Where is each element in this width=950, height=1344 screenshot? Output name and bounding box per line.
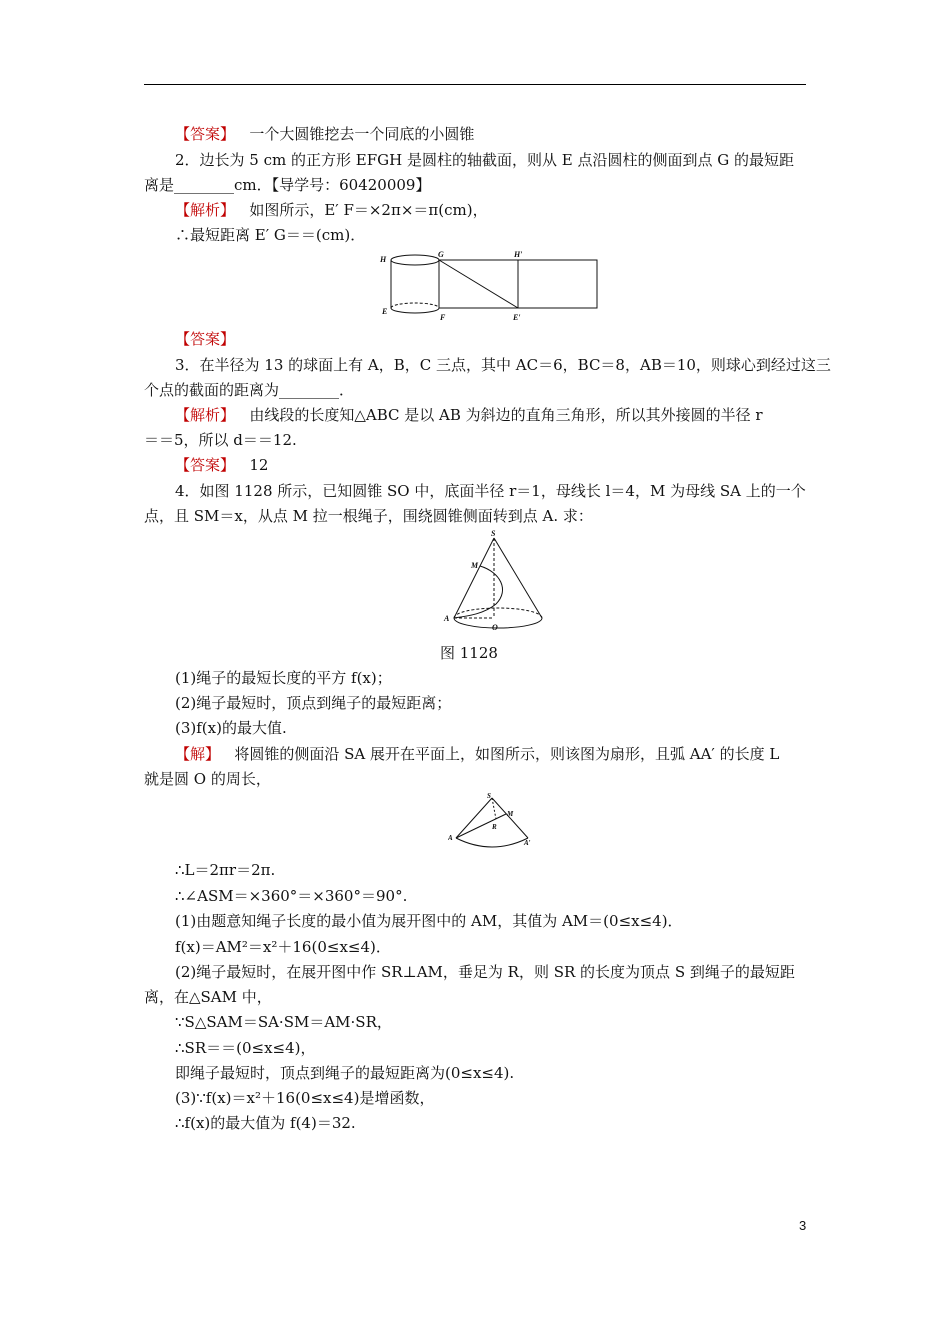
solution-line-8: 离，在△SAM 中，: [144, 988, 272, 1006]
label-H: H: [380, 255, 387, 264]
problem-2-line-2: 离是________cm．【导学号：60420009】: [144, 176, 431, 194]
label-S: S: [491, 529, 496, 538]
label-sector-S: S: [487, 792, 491, 800]
segment-AM: [456, 814, 506, 838]
cylinder-top-ellipse: [391, 255, 439, 265]
shortest-path-line: [439, 260, 518, 308]
solution-line-13: ∴f(x)的最大值为 f(4)＝32.: [175, 1114, 356, 1132]
answer-line-2: 【答案】: [175, 330, 236, 348]
analysis-3-line-1: 【解析】 由线段的长度知△ABC 是以 AB 为斜边的直角三角形，所以其外接圆的半径 r: [175, 406, 763, 424]
label-E: E: [382, 307, 388, 316]
analysis-2-line-1: 【解析】 如图所示，E′ F＝×2π×＝π(cm)，: [175, 201, 488, 219]
cone-base-front: [454, 618, 542, 628]
analysis-3-line-2: ＝＝5，所以 d＝＝12.: [144, 431, 297, 449]
solution-line-3: ∴L＝2πr＝2π.: [175, 861, 276, 879]
answer-line-1: 【答案】 一个大圆锥挖去一个同底的小圆锥: [175, 125, 475, 143]
question-2: (2)绳子最短时，顶点到绳子的最短距离；: [175, 694, 452, 712]
problem-4-line-1: 4．如图 1128 所示，已知圆锥 SO 中，底面半径 r＝1，母线长 l＝4，M 为母线 SA 上的一个: [175, 482, 806, 500]
label-sector-R: R: [492, 823, 497, 831]
solution-line-5: (1)由题意知绳子长度的最小值为展开图中的 AM，其值为 AM＝(0≤x≤4)．: [175, 912, 683, 930]
sector-figure: [448, 792, 538, 854]
problem-3-line-1: 3．在半径为 13 的球面上有 A，B，C 三点，其中 AC＝6，BC＝8，AB＝10，则球心到经过这三: [175, 356, 831, 374]
cylinder-unrolled-figure: [378, 248, 603, 324]
label-Hprime: H′: [514, 250, 523, 259]
cone-left-slant: [454, 538, 494, 618]
solution-line-7: (2)绳子最短时，在展开图中作 SR⊥AM，垂足为 R，则 SR 的长度为顶点 S 到绳子的最短距: [175, 963, 795, 981]
solution-line-10: ∴SR＝＝(0≤x≤4)，: [175, 1039, 316, 1057]
question-3: (3)f(x)的最大值.: [175, 719, 287, 737]
label-sector-Aprime: A′: [524, 839, 531, 847]
figure-caption: 图 1128: [440, 644, 498, 662]
cone-right-slant: [494, 538, 542, 618]
solution-line-9: ∵S△SAM＝SA·SM＝AM·SR，: [175, 1013, 392, 1031]
label-G: G: [438, 250, 444, 259]
problem-4-line-2: 点，且 SM＝x，从点 M 拉一根绳子，围绕圆锥侧面转到点 A. 求：: [144, 507, 593, 525]
solution-line-6: f(x)＝AM²＝x²＋16(0≤x≤4)．: [175, 938, 391, 956]
solution-line-2: 就是圆 O 的周长，: [144, 770, 271, 788]
label-F: F: [440, 313, 446, 322]
solution-line-1: 【解】 将圆锥的侧面沿 SA 展开在平面上，如图所示，则该图为扇形，且弧 AA′ 的长度 L: [175, 745, 780, 763]
problem-2-line-1: 2．边长为 5 cm 的正方形 EFGH 是圆柱的轴截面，则从 E 点沿圆柱的侧面到点 G 的最短距: [175, 151, 794, 169]
label-sector-M: M: [507, 810, 514, 818]
problem-3-line-2: 个点的截面的距离为________．: [144, 381, 355, 399]
analysis-2-line-2: ∴最短距离 E′ G＝＝(cm)．: [175, 226, 366, 244]
label-Eprime: E′: [513, 313, 521, 322]
sector-left-radius: [456, 798, 492, 838]
rope-curve: [454, 566, 503, 618]
cylinder-bottom-back: [391, 303, 439, 308]
answer-line-3: 【答案】 12: [175, 456, 269, 474]
sector-arc: [456, 838, 528, 847]
solution-line-4: ∴∠ASM＝×360°＝×360°＝90°.: [175, 887, 408, 905]
cone-figure: [438, 528, 550, 636]
header-rule: [144, 84, 806, 85]
solution-line-11: 即绳子最短时，顶点到绳子的最短距离为(0≤x≤4).: [175, 1064, 515, 1082]
question-1: (1)绳子的最短长度的平方 f(x)；: [175, 669, 392, 687]
label-M: M: [471, 561, 479, 570]
label-sector-A: A: [448, 834, 453, 842]
cylinder-bottom-front: [391, 308, 439, 313]
cone-base-back: [454, 608, 542, 618]
label-A: A: [444, 614, 450, 623]
label-O: O: [492, 623, 498, 632]
page-number: 3: [799, 1218, 807, 1233]
solution-line-12: (3)∵f(x)＝x²＋16(0≤x≤4)是增函数，: [175, 1089, 435, 1107]
